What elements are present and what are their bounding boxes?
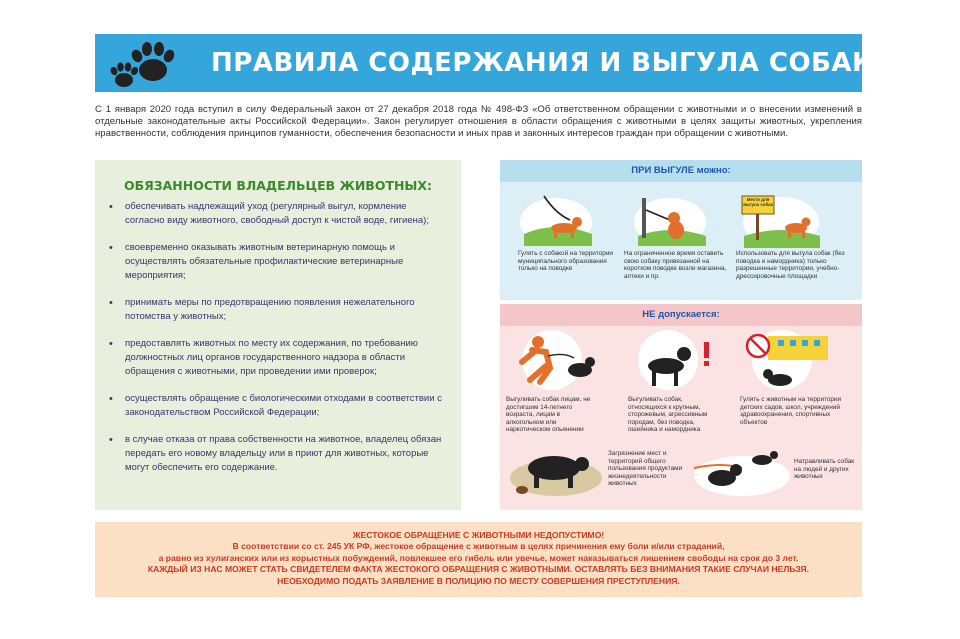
no-dogs-zone-icon	[738, 326, 838, 396]
footer-line: НЕОБХОДИМО ПОДАТЬ ЗАЯВЛЕНИЕ В ПОЛИЦИЮ ПО МЕСТУ СОВЕРШЕНИЯ ПРЕСТУПЛЕНИЯ.	[277, 575, 680, 586]
child-with-dog-icon	[510, 322, 600, 394]
duty-item: • обеспечивать надлежащий уход (регулярный выгул, кормление согласно виду животного, свободный доступ к чистой воде, гигиена);	[109, 200, 444, 228]
tied-dog-icon	[630, 190, 710, 246]
intro-text: С 1 января 2020 года вступил в силу Федеральный закон от 27 декабря 2018 года № 498-ФЗ «Об ответственном обращении с животными и о внесении изменений в отдельные законодательные акты Российской Федерации». Закон регулирует отношения в области обращения с животными в целях защиты животных, укрепления нравственности, соблюдения принципов гуманности, обеспечения безопасности и иных прав и законных интересов граждан при обращении с животными.	[95, 104, 862, 139]
dog-fouling-icon	[506, 438, 606, 500]
duty-item: • осуществлять обращение с биологическими отходами в соответствии с законодательством Российской Федерации;	[109, 392, 444, 420]
large-dog-warning-icon	[628, 324, 718, 394]
footer-line: В соответствии со ст. 245 УК РФ, жестокое обращение с животным в целях причинения ему боли и/или страданий,	[232, 541, 725, 552]
cruelty-warning	[95, 522, 862, 597]
footer-line: КАЖДЫЙ ИЗ НАС МОЖЕТ СТАТЬ СВИДЕТЕЛЕМ ФАКТА ЖЕСТОКОГО ОБРАЩЕНИЯ С ЖИВОТНЫМИ. ОСТАВЛЯТЬ БЕЗ ВНИМАНИЯ ТАКИЕ СЛУЧАИ НЕЛЬЗЯ.	[147, 564, 810, 575]
forbidden-caption: Загрязнение мест и территорий общего пользования продуктами жизнедеятельности животных	[608, 450, 683, 488]
dog-attack-icon	[692, 440, 792, 500]
allowed-caption: На ограниченное время оставить свою собаку привязанной на коротком поводке возле магазина, аптеки и пр.	[624, 250, 727, 280]
dog-area-sign-text: Место для выгула собак	[743, 197, 773, 207]
duty-item: • предоставлять животных по месту их содержания, по требованию должностных лиц органов государственного надзора в области обращения с животными, при проведении ими проверок;	[109, 337, 444, 379]
forbidden-panel	[500, 304, 862, 510]
duty-item: • принимать меры по предотвращению появления нежелательного потомства у животных;	[109, 296, 444, 324]
forbidden-caption: Выгуливать собак, относящихся к крупным, сторожевым, агрессивным породам, без поводка, ошейника и намордника	[628, 396, 708, 434]
forbidden-caption: Гулять с животным на территории детских садов, школ, учреждений здравоохранения, спортивных объектов	[740, 396, 842, 426]
duty-item: • в случае отказа от права собственности на животное, владелец обязан передать его новому владельцу или в приют для животных, которые могут обеспечить его содержание.	[109, 433, 444, 475]
forbidden-caption: Натравливать собак на людей и других животных	[794, 458, 855, 481]
paw-prints-icon	[95, 34, 205, 92]
page-title: ПРАВИЛА СОДЕРЖАНИЯ И ВЫГУЛА СОБАК	[211, 48, 874, 78]
duties-panel	[95, 160, 461, 510]
duty-item: • своевременно оказывать животным ветеринарную помощь и осуществлять обязательные профилактические ветеринарные мероприятия;	[109, 241, 444, 283]
duties-title: ОБЯЗАННОСТИ ВЛАДЕЛЬЦЕВ ЖИВОТНЫХ:	[123, 178, 433, 193]
allowed-title: ПРИ ВЫГУЛЕ можно:	[500, 160, 862, 182]
footer-line: ЖЕСТОКОЕ ОБРАЩЕНИЕ С ЖИВОТНЫМИ НЕДОПУСТИМО!	[352, 530, 605, 540]
forbidden-caption: Выгуливать собак лицам, не достигшим 14-летнего возраста, лицам в алкогольном или наркотическом опьянении	[506, 396, 591, 434]
allowed-panel	[500, 160, 862, 300]
duties-list	[109, 200, 444, 488]
allowed-caption: Гулять с собакой на территории муниципального образования только на поводке	[518, 250, 613, 273]
title-banner	[95, 34, 874, 92]
footer-line: а равно из хулиганских или из корыстных побуждений, повлекшее его гибель или увечье, может наказываться лишением свободы на срок до 3 лет.	[158, 552, 799, 563]
allowed-caption: Использовать для выгула собак (без поводка и намордника) только разрешенные территории, учебно-дрессировочные площадки	[736, 250, 845, 280]
dog-on-leash-icon	[516, 190, 596, 246]
forbidden-title: НЕ допускается:	[500, 304, 862, 326]
